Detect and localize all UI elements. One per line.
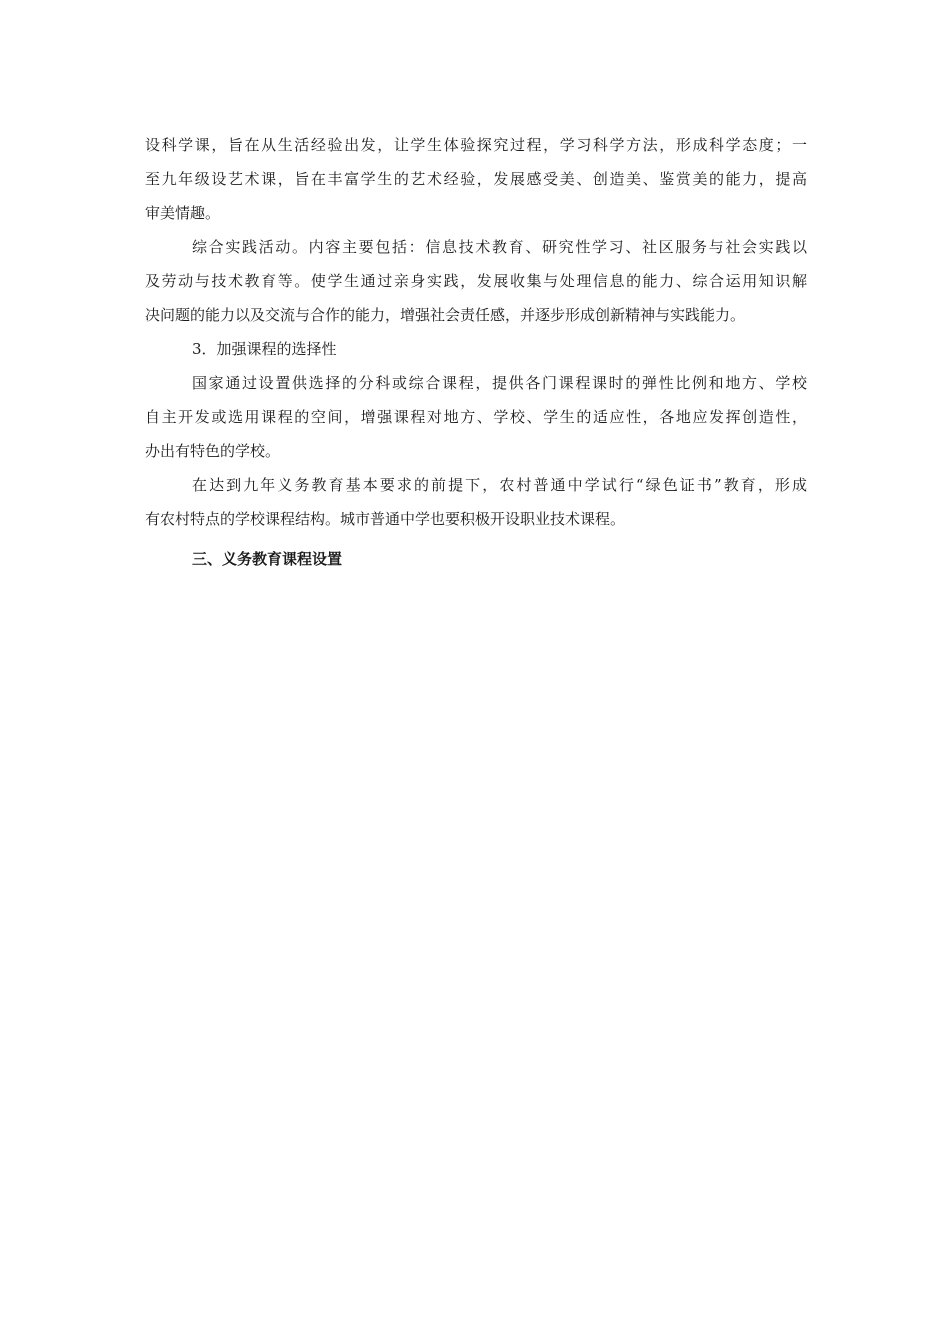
paragraph-line: 及劳动与技术教育等。使学生通过亲身实践，发展收集与处理信息的能力、综合运用知识解: [145, 272, 807, 290]
paragraph-line: 决问题的能力以及交流与合作的能力，增强社会责任感，并逐步形成创新精神与实践能力。: [145, 306, 746, 324]
paragraph-optional-courses: [145, 366, 807, 468]
paragraph-science-art: [145, 128, 807, 230]
document-page: [145, 128, 807, 576]
paragraph-line: 综合实践活动。内容主要包括：信息技术教育、研究性学习、社区服务与社会实践以: [192, 238, 807, 256]
paragraph-line: 国家通过设置供选择的分科或综合课程，提供各门课程课时的弹性比例和地方、学校: [192, 374, 807, 392]
paragraph-line: 至九年级设艺术课，旨在丰富学生的艺术经验，发展感受美、创造美、鉴赏美的能力，提高: [145, 170, 807, 188]
paragraph-line: 在达到九年义务教育基本要求的前提下，农村普通中学试行“绿色证书”教育，形成: [192, 476, 807, 494]
paragraph-line: 办出有特色的学校。: [145, 442, 281, 460]
paragraph-line: 自主开发或选用课程的空间，增强课程对地方、学校、学生的适应性，各地应发挥创造性，: [145, 408, 807, 426]
paragraph-line: 审美情趣。: [145, 204, 221, 222]
subheading-course-selectivity: 3．加强课程的选择性: [192, 340, 337, 358]
paragraph-line: 有农村特点的学校课程结构。城市普通中学也要积极开设职业技术课程。: [145, 510, 626, 528]
paragraph-rural-schools: [145, 468, 807, 536]
section-heading: 三、义务教育课程设置: [192, 550, 343, 568]
paragraph-practice-activity: [145, 230, 807, 332]
paragraph-line: 设科学课，旨在从生活经验出发，让学生体验探究过程，学习科学方法，形成科学态度；一: [145, 136, 807, 154]
